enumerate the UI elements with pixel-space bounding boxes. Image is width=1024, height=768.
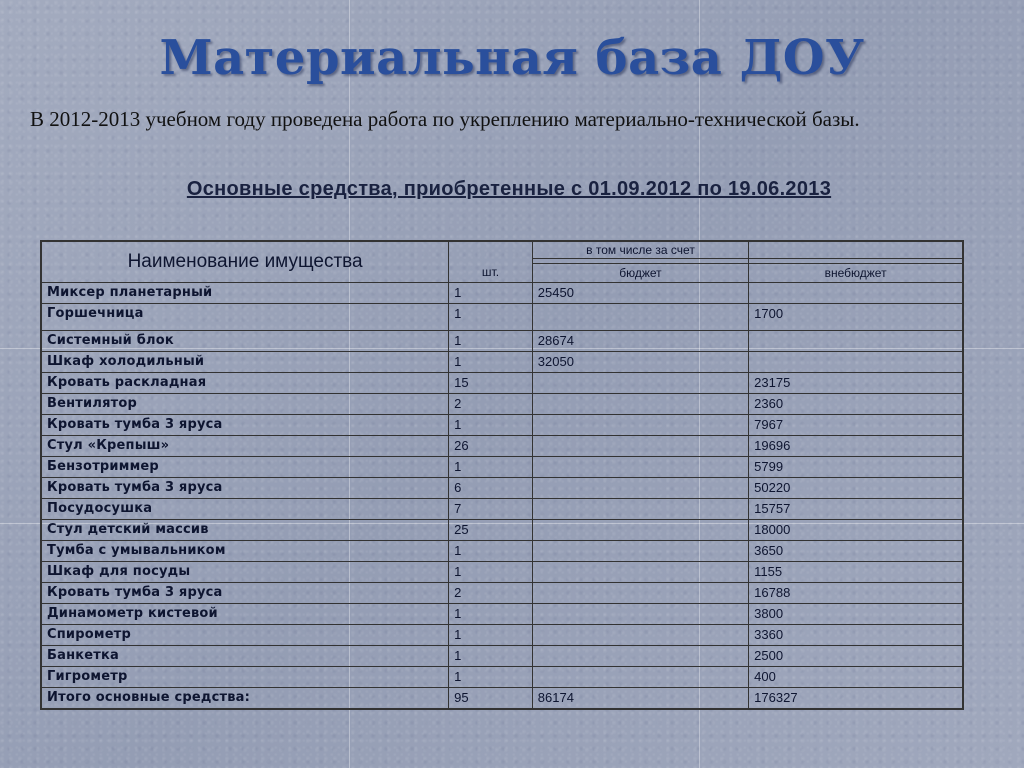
cell-qty: 1 — [449, 604, 533, 625]
cell-qty: 2 — [449, 583, 533, 604]
assets-table — [40, 240, 964, 710]
cell-budget — [532, 415, 748, 436]
cell-total-extra: 176327 — [749, 688, 963, 710]
cell-qty: 2 — [449, 394, 533, 415]
cell-name: Посудосушка — [41, 499, 449, 520]
cell-budget — [532, 583, 748, 604]
table-row — [41, 373, 963, 394]
cell-total-budget: 86174 — [532, 688, 748, 710]
cell-total-qty: 95 — [449, 688, 533, 710]
cell-budget — [532, 667, 748, 688]
cell-extra — [749, 331, 963, 352]
cell-name: Гигрометр — [41, 667, 449, 688]
table-row — [41, 436, 963, 457]
cell-total-label: Итого основные средства: — [41, 688, 449, 710]
table-row — [41, 415, 963, 436]
cell-name: Бензотриммер — [41, 457, 449, 478]
cell-qty: 1 — [449, 304, 533, 331]
cell-budget — [532, 457, 748, 478]
cell-extra: 1700 — [749, 304, 963, 331]
header-empty-cell — [749, 241, 963, 259]
cell-qty: 15 — [449, 373, 533, 394]
header-funding-group: в том числе за счет — [532, 241, 748, 259]
cell-name: Кровать раскладная — [41, 373, 449, 394]
cell-qty: 1 — [449, 541, 533, 562]
header-name: Наименование имущества — [41, 241, 449, 283]
cell-name: Шкаф для посуды — [41, 562, 449, 583]
cell-extra: 2500 — [749, 646, 963, 667]
cell-name: Стул «Крепыш» — [41, 436, 449, 457]
cell-qty: 6 — [449, 478, 533, 499]
table-row — [41, 394, 963, 415]
cell-budget — [532, 625, 748, 646]
cell-budget — [532, 604, 748, 625]
cell-name: Кровать тумба 3 яруса — [41, 583, 449, 604]
cell-budget: 25450 — [532, 283, 748, 304]
cell-name: Вентилятор — [41, 394, 449, 415]
cell-name: Кровать тумба 3 яруса — [41, 478, 449, 499]
table-row — [41, 604, 963, 625]
table-row — [41, 457, 963, 478]
table-row — [41, 562, 963, 583]
cell-qty: 7 — [449, 499, 533, 520]
table-row — [41, 352, 963, 373]
slide-title: Материальная база ДОУ — [159, 30, 865, 86]
table-row — [41, 283, 963, 304]
cell-extra: 16788 — [749, 583, 963, 604]
cell-extra: 1155 — [749, 562, 963, 583]
table-row — [41, 625, 963, 646]
intro-paragraph: В 2012-2013 учебном году проведена работа по укреплению материально-технической базы. — [30, 107, 860, 131]
header-qty: шт. — [449, 241, 533, 283]
cell-extra: 5799 — [749, 457, 963, 478]
cell-name: Тумба с умывальником — [41, 541, 449, 562]
cell-budget — [532, 541, 748, 562]
cell-extra: 3360 — [749, 625, 963, 646]
cell-budget — [532, 478, 748, 499]
cell-qty: 1 — [449, 415, 533, 436]
table-row — [41, 304, 963, 331]
cell-extra: 400 — [749, 667, 963, 688]
cell-extra: 7967 — [749, 415, 963, 436]
cell-name: Миксер планетарный — [41, 283, 449, 304]
table-row — [41, 583, 963, 604]
table-row — [41, 520, 963, 541]
table-row — [41, 667, 963, 688]
cell-budget: 32050 — [532, 352, 748, 373]
table-row — [41, 499, 963, 520]
cell-extra: 19696 — [749, 436, 963, 457]
cell-name: Горшечница — [41, 304, 449, 331]
cell-extra: 2360 — [749, 394, 963, 415]
cell-extra: 50220 — [749, 478, 963, 499]
cell-qty: 1 — [449, 331, 533, 352]
header-budget: бюджет — [532, 264, 748, 283]
cell-name: Системный блок — [41, 331, 449, 352]
cell-qty: 1 — [449, 457, 533, 478]
cell-extra — [749, 352, 963, 373]
cell-budget — [532, 646, 748, 667]
table-row — [41, 478, 963, 499]
cell-budget — [532, 436, 748, 457]
cell-budget — [532, 562, 748, 583]
cell-name: Спирометр — [41, 625, 449, 646]
cell-name: Кровать тумба 3 яруса — [41, 415, 449, 436]
table-row — [41, 331, 963, 352]
cell-extra: 3800 — [749, 604, 963, 625]
cell-extra: 18000 — [749, 520, 963, 541]
table-row — [41, 646, 963, 667]
cell-extra: 23175 — [749, 373, 963, 394]
cell-name: Шкаф холодильный — [41, 352, 449, 373]
cell-qty: 1 — [449, 283, 533, 304]
cell-budget — [532, 304, 748, 331]
cell-qty: 25 — [449, 520, 533, 541]
cell-qty: 1 — [449, 562, 533, 583]
cell-name: Банкетка — [41, 646, 449, 667]
cell-qty: 1 — [449, 625, 533, 646]
cell-budget — [532, 499, 748, 520]
cell-budget: 28674 — [532, 331, 748, 352]
cell-name: Динамометр кистевой — [41, 604, 449, 625]
table-caption: Основные средства, приобретенные с 01.09.2012 по 19.06.2013 — [186, 178, 832, 200]
cell-budget — [532, 373, 748, 394]
cell-qty: 1 — [449, 646, 533, 667]
cell-extra: 15757 — [749, 499, 963, 520]
cell-budget — [532, 520, 748, 541]
cell-qty: 26 — [449, 436, 533, 457]
cell-budget — [532, 394, 748, 415]
cell-qty: 1 — [449, 352, 533, 373]
cell-qty: 1 — [449, 667, 533, 688]
cell-name: Стул детский массив — [41, 520, 449, 541]
header-extra-budget: внебюджет — [749, 264, 963, 283]
table-row — [41, 541, 963, 562]
cell-extra — [749, 283, 963, 304]
table-total-row — [41, 688, 963, 710]
cell-extra: 3650 — [749, 541, 963, 562]
